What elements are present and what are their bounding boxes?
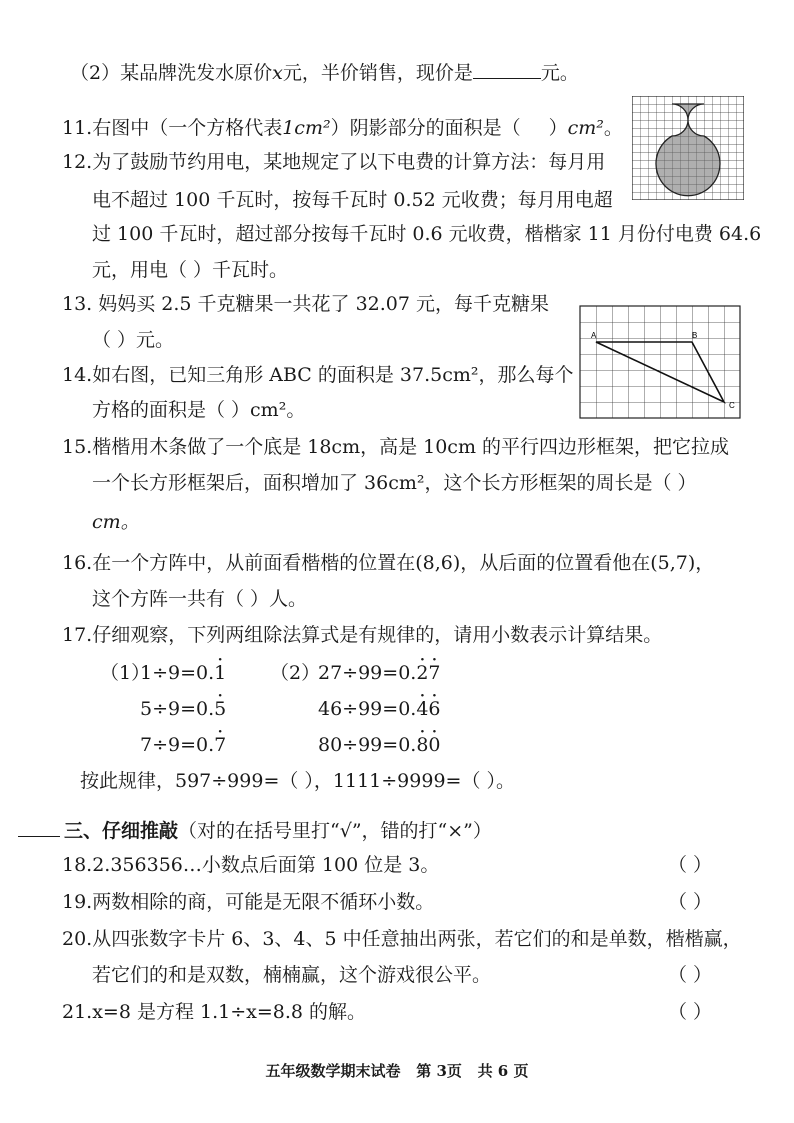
question-text: 元。: [540, 62, 579, 84]
footer-title: 五年级数学期末试卷: [265, 1062, 401, 1080]
answer-blank[interactable]: [473, 62, 541, 79]
q11-grid-figure: [632, 96, 744, 200]
unit: cm²: [567, 117, 604, 139]
section-title: 三、仔细推敲: [64, 820, 179, 842]
q17-g2-row: [318, 664, 441, 683]
repeating-digit: 5 ·: [214, 700, 226, 719]
page-footer: [0, 1060, 794, 1081]
section-lead-line: [18, 836, 60, 837]
question-12-line4: 元，用电（ ）千瓦时。: [92, 259, 289, 281]
question-text: ）: [548, 117, 568, 139]
label-c: C: [729, 401, 735, 410]
expr: 80÷99=0.: [318, 734, 417, 756]
repeating-digit: 6 ·: [428, 700, 440, 719]
repeating-digit: 8 ·: [416, 736, 428, 755]
answer-paren-20[interactable]: （ ）: [668, 964, 713, 986]
unit: 1cm²: [282, 117, 331, 139]
question-15-line2: 一个长方形框架后，面积增加了 36cm²，这个长方形框架的周长是（ ）: [92, 472, 697, 494]
q17-g1-row: [140, 664, 226, 683]
repeating-digit: 7 ·: [428, 664, 440, 683]
question-11: [62, 119, 623, 138]
repeating-digit: 1 ·: [214, 664, 226, 683]
expr: 5÷9=0.: [140, 698, 215, 720]
question-12-line1: 12.为了鼓励节约用电，某地规定了以下电费的计算方法：每月用: [62, 151, 606, 173]
question-19: 19.两数相除的商，可能是无限不循环小数。: [62, 891, 435, 913]
question-16-line1: 16.在一个方阵中，从前面看楷楷的位置在(8,6)，从后面的位置看他在(5,7)，: [62, 552, 715, 574]
label-a: A: [591, 331, 597, 340]
question-12-line3: 过 100 千瓦时，超过部分按每千瓦时 0.6 元收费，楷楷家 11 月份付电费 64.6: [92, 223, 762, 245]
question-text: 11.右图中（一个方格代表: [62, 117, 283, 139]
answer-paren-18[interactable]: （ ）: [668, 854, 713, 876]
q17-g2-row: [318, 700, 441, 719]
repeating-digit: 7 ·: [214, 736, 226, 755]
q17-g2-row: [318, 736, 441, 755]
section-note: （对的在括号里打“√”，错的打“×”）: [178, 820, 492, 842]
question-21: 21.x=8 是方程 1.1÷x=8.8 的解。: [62, 1001, 367, 1023]
question-12-line2: 电不超过 100 千瓦时，按每千瓦时 0.52 元收费；每月用电超: [92, 189, 613, 211]
question-text: 。: [603, 117, 623, 139]
answer-paren-19[interactable]: （ ）: [668, 891, 713, 913]
expr: 7÷9=0.: [140, 734, 215, 756]
expr: 46÷99=0.: [318, 698, 417, 720]
repeating-digit: 4 ·: [416, 700, 428, 719]
question-20-line2: 若它们的和是双数，楠楠赢，这个游戏很公平。: [92, 964, 492, 986]
question-13-line2: （ ）元。: [92, 329, 175, 351]
label-b: B: [692, 331, 698, 340]
question-14-line2: 方格的面积是（ ）cm²。: [92, 399, 306, 421]
question-16-line2: 这个方阵一共有（ ）人。: [92, 588, 308, 610]
question-18: 18.2.356356…小数点后面第 100 位是 3。: [62, 854, 440, 876]
q14-triangle-figure: [579, 305, 741, 419]
expr: 27÷99=0.: [318, 662, 417, 684]
question-15-line1: 15.楷楷用木条做了一个底是 18cm，高是 10cm 的平行四边形框架，把它拉成: [62, 436, 730, 458]
expr: 1÷9=0.: [140, 662, 215, 684]
question-13-line1: 13. 妈妈买 2.5 千克糖果一共花了 32.07 元，每千克糖果: [62, 293, 550, 315]
q17-g1-row: [140, 700, 226, 719]
q17-g1-row: [140, 736, 226, 755]
q17-group1-label: （1）: [100, 662, 151, 684]
question-text: ）阴影部分的面积是（: [330, 117, 521, 139]
question-text: （2）某品牌洗发水原价: [70, 62, 273, 84]
q17-group2-label: （2）: [270, 662, 321, 684]
question-14-line1: 14.如右图，已知三角形 ABC 的面积是 37.5cm²，那么每个: [62, 364, 574, 386]
question-17-line1: 17.仔细观察，下列两组除法算式是有规律的，请用小数表示计算结果。: [62, 624, 663, 646]
section-3-heading: [18, 822, 492, 841]
grid: [580, 306, 740, 418]
footer-total: 共 6 页: [477, 1062, 529, 1080]
repeating-digit: 2 ·: [416, 664, 428, 683]
variable-x: x: [272, 62, 283, 84]
question-20-line1: 20.从四张数字卡片 6、3、4、5 中任意抽出两张，若它们的和是单数，楷楷赢，: [62, 928, 742, 950]
answer-paren-21[interactable]: （ ）: [668, 1001, 713, 1023]
question-10-2: [70, 62, 579, 83]
question-15-line3: cm。: [92, 511, 140, 533]
q17-rule: 按此规律，597÷999=（ ），1111÷9999=（ ）。: [80, 770, 515, 792]
repeating-digit: 0 ·: [428, 736, 440, 755]
footer-page: 第 3页: [416, 1062, 462, 1080]
question-text: 元，半价销售，现价是: [282, 62, 473, 84]
